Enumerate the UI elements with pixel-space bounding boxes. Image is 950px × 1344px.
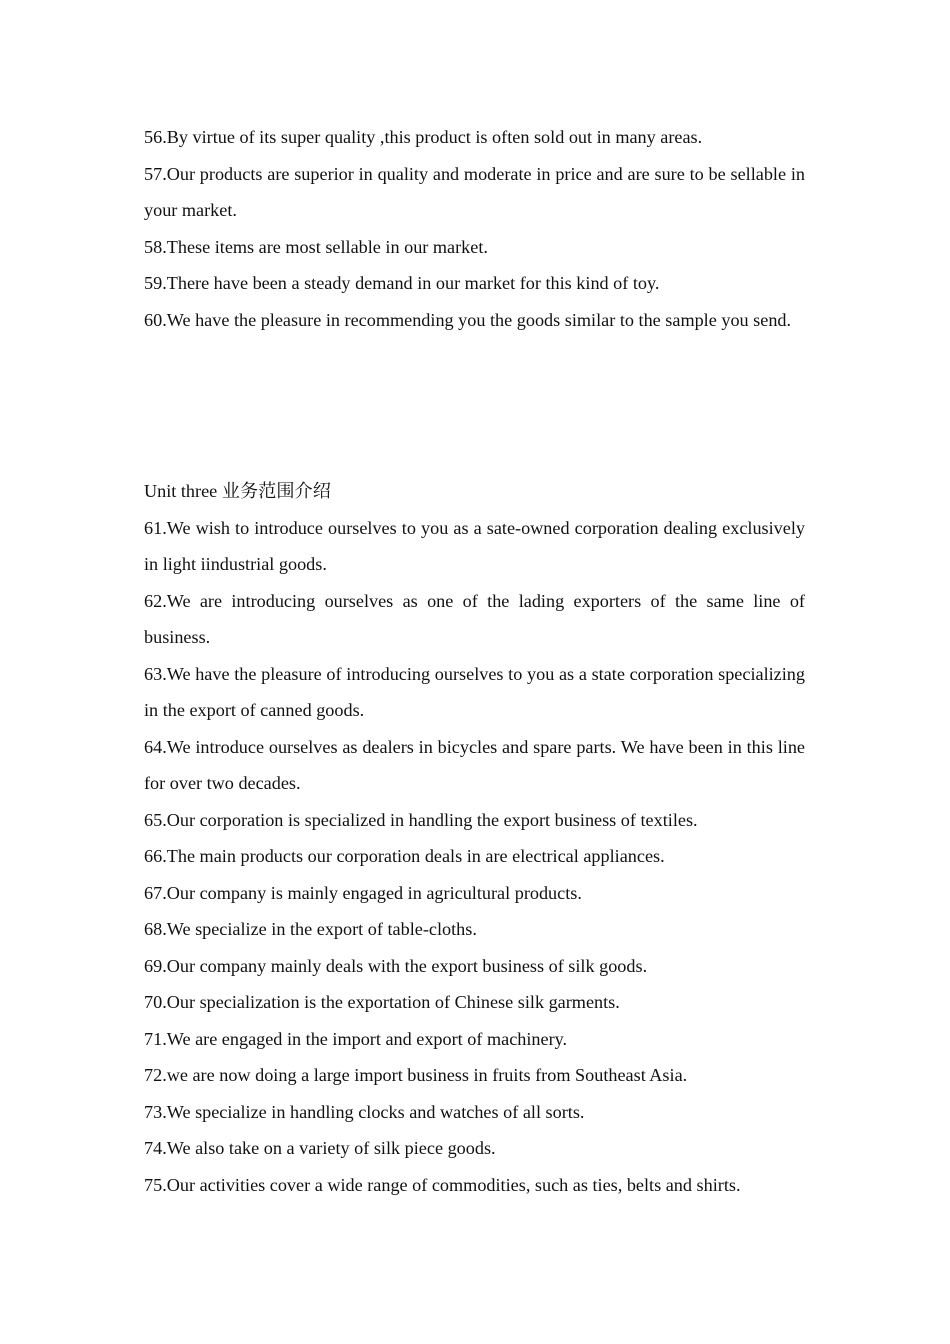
sentence-75: 75.Our activities cover a wide range of commodities, such as ties, belts and shirts. [144,1174,741,1195]
sentence-62: 62.We are introducing ourselves as one of the lading exporters of the same line of business. [144,590,805,647]
sentence-61: 61.We wish to introduce ourselves to you as a sate-owned corporation dealing exclusively in light iindustrial goods. [144,517,805,574]
unit-heading: Unit three 业务范围介绍 [144,481,331,501]
sentence-60: 60.We have the pleasure in recommending you the goods similar to the sample you send. [144,309,792,330]
sentence-59: 59.There have been a steady demand in our market for this kind of toy. [144,273,660,293]
sentence-65: 65.Our corporation is specialized in handling the export business of textiles. [144,809,698,830]
sentence-73: 73.We specialize in handling clocks and watches of all sorts. [144,1101,585,1122]
unit-three-section [144,473,805,1203]
sentence-74: 74.We also take on a variety of silk piece goods. [144,1138,496,1158]
sentence-72: 72.we are now doing a large import business in fruits from Southeast Asia. [144,1065,688,1085]
sentence-69: 69.Our company mainly deals with the export business of silk goods. [144,955,648,976]
sentence-67: 67.Our company is mainly engaged in agricultural products. [144,882,582,903]
sentence-66: 66.The main products our corporation deals in are electrical appliances. [144,846,665,866]
sentence-list-top [144,119,805,338]
sentence-63: 63.We have the pleasure of introducing ourselves to you as a state corporation specializing in the export of canned goods. [144,663,805,720]
sentence-64: 64.We introduce ourselves as dealers in bicycles and spare parts. We have been in this line for over two decades. [144,736,805,793]
sentence-68: 68.We specialize in the export of table-cloths. [144,919,477,939]
sentence-58: 58.These items are most sellable in our market. [144,236,488,257]
sentence-56: 56.By virtue of its super quality ,this product is often sold out in many areas. [144,127,703,147]
sentence-57: 57.Our products are superior in quality and moderate in price and are sure to be sellable in your market. [144,163,805,220]
sentence-71: 71.We are engaged in the import and export of machinery. [144,1028,568,1049]
sentence-70: 70.Our specialization is the exportation of Chinese silk garments. [144,992,620,1012]
